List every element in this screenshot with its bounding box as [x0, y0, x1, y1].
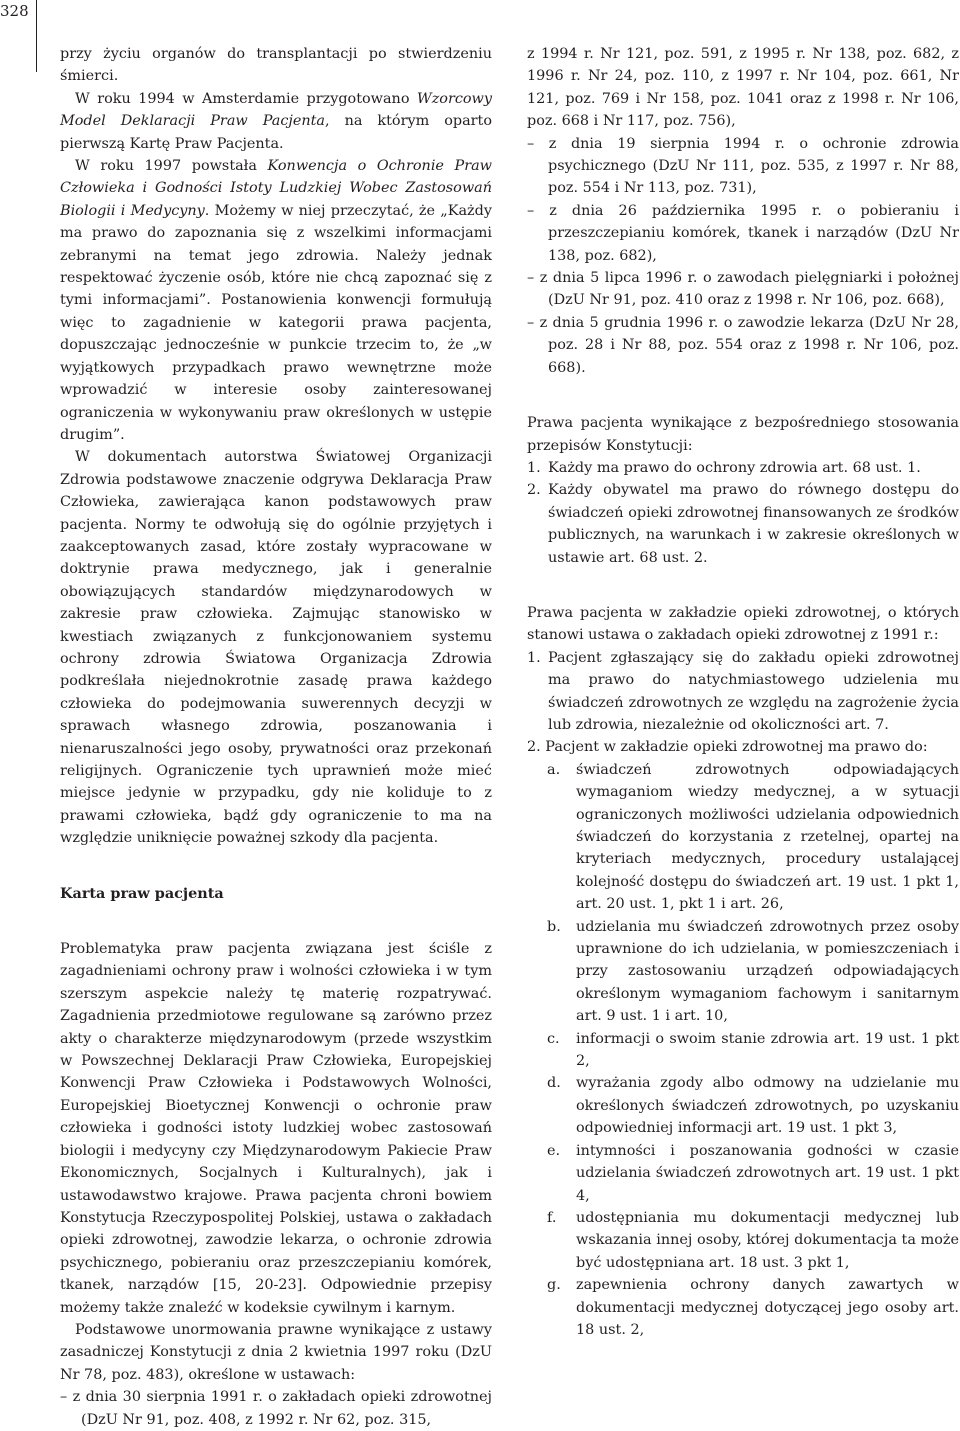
paragraph-convention-1997: W roku 1997 powstała Konwencja o Ochronie Praw Człowieka i Godności Istoty Ludzkiej Wobec Zastosowań Biologii i Medycyny. Możemy w niej przeczytać, że „Każdy ma prawo do zapoznania się z wszelkimi informacjami zebranymi na temat jego zdrowia. Należy jednak respektować życzenie osób, które nie chcą zapoznać się z tymi informacjami”. Postanowienia konwencji formułują więc to zagadnienie w kategorii prawa pacjenta, dopuszczając jednocześnie w punkcie trzecim to, że „w wyjątkowych przypadkach prawo wewnętrzne może wprowadzić w interesie osoby zainteresowanej ograniczenia w wykonywaniu praw określonych w ustępie drugim”. [60, 158, 492, 443]
left-column [60, 43, 492, 1431]
constitution-right-item: 2. Każdy obywatel ma prawo do równego dostępu do świadczeń opieki zdrowotnej finansowanych ze środków publicznych, na warunkach i w zakresie określonych w ustawie art. 68 ust. 2. [527, 482, 959, 566]
model-declaration-title: Wzorcowy Model Deklaracji Praw Pacjenta [60, 90, 492, 130]
convention-title: Konwencja o Ochronie Praw Człowieka i Godności Istoty Ludzkiej Wobec Zastosowań Biologii i Medycyny [60, 158, 492, 219]
paragraph-who: W dokumentach autorstwa Światowej Organizacji Zdrowia podstawowe znaczenie odgrywa Deklaracja Praw Człowieka, zawierająca kanon podstawowych praw pacjenta. Normy te odwołują się do ogólnie przyjętych i zaakceptowanych zasad, które zostały wypracowane w doktrynie prawa medycznego, jak i generalnie obowiązujących standardów międzynarodowych w zakresie praw człowieka. Zajmując stanowisko w kwestiach związanych z funkcjonowaniem systemu ochrony zdrowia Światowa Organizacja Zdrowia podkreślała niejednokrotnie zasadę prawa każdego człowieka do podejmowania suwerennych decyzji w sprawach własnego zdrowia, poszanowania i nienaruszalności jego osoby, prywatności oraz przekonań religijnych. Ograniczenie tych uprawnień może mieć miejsce jedynie w przypadku, gdy nie koliduje to z prawami człowieka, bądź gdy ograniczenie to ma na względzie uniknięcie poważnej szkody dla pacjenta. [60, 449, 492, 847]
statute-list-item: – z dnia 30 sierpnia 1991 r. o zakładach opieki zdrowotnej (DzU Nr 91, poz. 408, z 1992 r. Nr 62, poz. 315, [60, 1389, 492, 1428]
zoz-sub-item: a. świadczeń zdrowotnych odpowiadających wymaganiom wiedzy medycznej, a w sytuacji ograniczonych możliwości udzielania odpowiednich świadczeń do korzystania z rzetelnej, opartej na kryteriach medycznych, procedury ustalającej kolejność dostępu do świadczeń art. 19 ust. 1 pkt 1, art. 20 ust. 1, pkt 1 i art. 26, [547, 761, 959, 913]
paragraph-organ-transplant: przy życiu organów do transplantacji po stwierdzeniu śmierci. [60, 46, 492, 85]
page-number: 328 [0, 2, 29, 20]
statute-list-item: – z dnia 5 grudnia 1996 r. o zawodzie lekarza (DzU Nr 28, poz. 28 i Nr 88, poz. 554 oraz z 1998 r. Nr 106, poz. 668). [527, 314, 959, 376]
right-column [527, 43, 959, 1341]
zoz-sub-item: g. zapewnienia ochrony danych zawartych w dokumentacji medycznej dotyczącej jego osoby art. 18 ust. 2, [547, 1277, 959, 1338]
zoz-sub-item: b. udzielania mu świadczeń zdrowotnych przez osoby uprawnione do ich udzielania, w pomieszczeniach i przy zastosowaniu urządzeń odpowiadających określonym wymaganiom fachowym i sanitarnym art. 9 ust. 1 i art. 10, [547, 918, 959, 1025]
zoz-sub-item: f. udostępniania mu dokumentacji medycznej lub wskazania innej osoby, której dokumentacja ta może być udostępniana art. 18 ust. 3 pkt 1, [547, 1209, 959, 1271]
constitution-rights-intro: Prawa pacjenta wynikające z bezpośredniego stosowania przepisów Konstytucji: [527, 415, 959, 454]
statute-list-item: – z dnia 26 października 1995 r. o pobieraniu i przeszczepianiu komórek, tkanek i narządów (DzU Nr 138, poz. 682), [527, 202, 959, 264]
paragraph-problematics: Problematyka praw pacjenta związana jest ściśle z zagadnieniami ochrony praw i wolności człowieka i w tym szerszym aspekcie należy tę materię rozpatrywać. Zagadnienia przedmiotowe regulowane są zarówno przez akty o charakterze międzynarodowym (przede wszystkim w Powszechnej Deklaracji Praw Człowieka, Europejskiej Konwencji Praw Człowieka i Podstawowych Wolności, Europejskiej Bioetycznej Konwencji o ochronie praw człowieka i godności istoty ludzkiej wobec zastosowań biologii i medycyny czy Międzynarodowym Pakiecie Praw Ekonomicznych, Socjalnych i Kulturalnych), jak i ustawodawstwo krajowe. Prawa pacjenta chroni bowiem Konstytucja Rzeczypospolitej Polskiej, ustawa o zakładach opieki zdrowotnej, zawodzie lekarza, o ochronie zdrowia psychicznego, pobieraniu oraz przeszczepianiu komórek, tkanek, narządów [15, 20-23]. Odpowiednie przepisy możemy także znaleźć w kodeksie cywilnym i karnym. [60, 941, 492, 1316]
zoz-sub-item: d. wyrażania zgody albo odmowy na udzielanie mu określonych świadczeń zdrowotnych, po uzyskaniu odpowiedniej informacji art. 19 ust. 1 pkt 3, [547, 1075, 959, 1137]
zoz-rights-intro: Prawa pacjenta w zakładzie opieki zdrowotnej, o których stanowi ustawa o zakładach opieki zdrowotnej z 1991 r.: [527, 604, 959, 644]
statute-list-item: – z dnia 19 sierpnia 1994 r. o ochronie zdrowia psychicznego (DzU Nr 111, poz. 535, z 1997 r. Nr 88, poz. 554 i Nr 113, poz. 731), [527, 135, 959, 197]
paragraph-constitution-basis: Podstawowe unormowania prawne wynikające z ustawy zasadniczej Konstytucji z dnia 2 kwietnia 1997 roku (DzU Nr 78, poz. 483), określone w ustawach: [60, 1321, 492, 1383]
paragraph-amsterdam-1994: W roku 1994 w Amsterdamie przygotowano Wzorcowy Model Deklaracji Praw Pacjenta, na którym oparto pierwszą Kartę Praw Pacjenta. [60, 90, 492, 152]
constitution-right-item: 1. Każdy ma prawo do ochrony zdrowia art. 68 ust. 1. [527, 459, 921, 476]
statute-list-continuation: z 1994 r. Nr 121, poz. 591, z 1995 r. Nr 138, poz. 682, z 1996 r. Nr 24, poz. 110, z 1997 r. Nr 104, poz. 661, Nr 121, poz. 769 i Nr 158, poz. 1041 oraz z 1998 r. Nr 106, poz. 668 i Nr 117, poz. 756), [527, 46, 959, 130]
zoz-right-item: 1. Pacjent zgłaszający się do zakładu opieki zdrowotnej ma prawo do natychmiastowego udzielenia mu świadczeń zdrowotnych ze względu na zagrożenie życia lub zdrowia, niezależnie od okoliczności art. 7. [527, 649, 959, 733]
statute-list-item: – z dnia 5 lipca 1996 r. o zawodach pielęgniarki i położnej (DzU Nr 91, poz. 410 oraz z 1998 r. Nr 106, poz. 668), [527, 270, 959, 309]
zoz-right-item: 2. Pacjent w zakładzie opieki zdrowotnej ma prawo do: [527, 739, 928, 756]
section-heading: Karta praw pacjenta [60, 884, 224, 902]
margin-rule [36, 0, 37, 72]
zoz-sub-item: c. informacji o swoim stanie zdrowia art. 19 ust. 1 pkt 2, [547, 1030, 959, 1070]
zoz-sub-item: e. intymności i poszanowania godności w czasie udzielania świadczeń zdrowotnych art. 19 ust. 1 pkt 4, [547, 1142, 959, 1204]
